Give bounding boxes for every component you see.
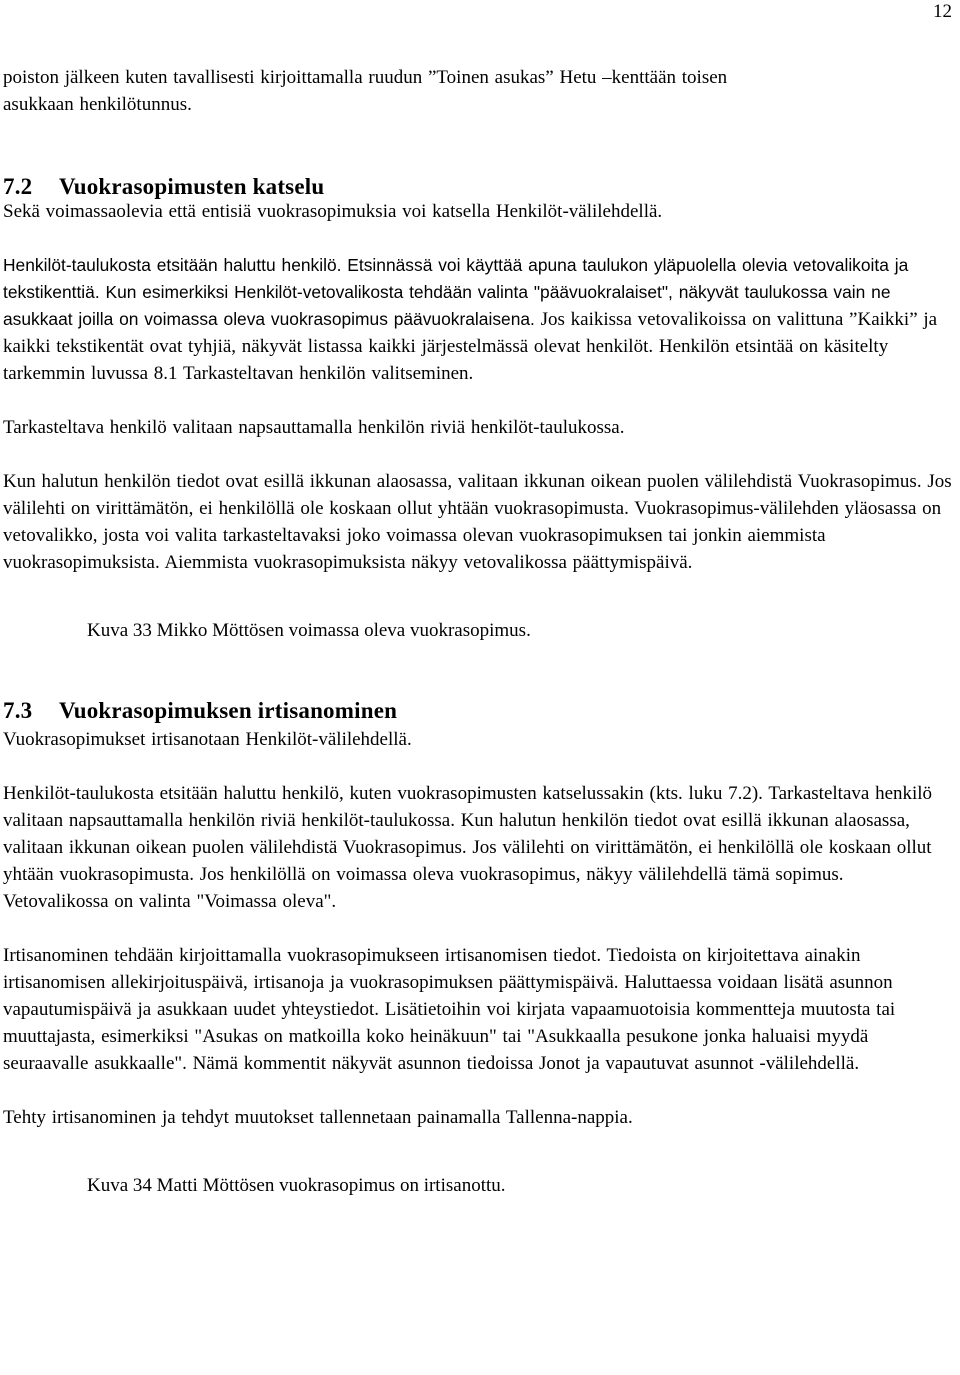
page-number: 12 [933, 1, 952, 22]
paragraph-segment: Etsinnässä voi käyttää apuna taulukon yläpuolella olevia vetovalikoita ja tekstikenttiä. Kun esimerkiksi Henkilöt-vetovalikosta tehdään valinta "päävuokralaiset", näkyvät taulukossa vain ne asukkaat joilla on voimassa oleva vuokrasopimus päävuokralaisena. [3, 255, 909, 329]
section-number: 7.2 [3, 174, 33, 199]
paragraph-segment: Henkilöt-taulukosta etsitään haluttu henkilö. [3, 255, 348, 275]
paragraph: Kun halutun henkilön tiedot ovat esillä ikkunan alaosassa, valitaan ikkunan oikean puolen välilehdistä Vuokrasopimus. Jos välilehti on virittämätön, ei henkilöllä ole koskaan ollut yhtään vuokrasopimusta. Vuokrasopimus-välilehden yläosassa on vetovalikko, josta voi valita tarkasteltavaksi joko voimassa olevan vuokrasopimuksen tai jonkin aiemmista vuokrasopimuksista. Aiemmista vuokrasopimuksista näkyy vetovalikossa päättymispäivä. [3, 471, 952, 573]
paragraph: Tarkasteltava henkilö valitaan napsauttamalla henkilön riviä henkilöt-taulukossa. [3, 417, 625, 438]
paragraph-segment: Jos kaikissa vetovalikoissa on valittuna ”Kaikki” ja kaikki tekstikentät ovat tyhjiä, näkyvät listassa kaikki järjestelmässä olevat henkilöt. Henkilön etsintää on käsitelty tarkemmin luvussa 8.1 Tarkasteltavan henkilön valitseminen. [3, 309, 938, 384]
paragraph: Irtisanominen tehdään kirjoittamalla vuokrasopimukseen irtisanomisen tiedot. Tiedoista on kirjoitettava ainakin irtisanomisen allekirjoituspäivä, irtisanoja ja vuokrasopimuksen päättymispäivä. Haluttaessa voidaan lisätä asunnon vapautumispäivä ja asukkaan uudet yhteystiedot. Lisätietoihin voi kirjata vapaamuotoisia kommentteja muutosta tai muuttajasta, esimerkiksi "Asukas on matkoilla koko heinäkuun" tai "Asukkaalla pesukone jonka haluaisi myydä seuraavalle asukkaalle". Nämä kommentit näkyvät asunnon tiedoissa Jonot ja vapautuvat asunnot -välilehdellä. [3, 945, 896, 1074]
paragraph: Tehty irtisanominen ja tehdyt muutokset tallennetaan painamalla Tallenna-nappia. [3, 1107, 633, 1128]
section-number: 7.3 [3, 698, 33, 723]
intro-line-1: poiston jälkeen kuten tavallisesti kirjoittamalla ruudun ”Toinen asukas” Hetu –kenttään toisen [3, 67, 728, 88]
spacer [3, 644, 953, 696]
paragraph: Sekä voimassaolevia että entisiä vuokrasopimuksia voi katsella Henkilöt-välilehdellä. [3, 201, 663, 222]
paragraph: Henkilöt-taulukosta etsitään haluttu henkilö, kuten vuokrasopimusten katselussakin (kts. luku 7.2). Tarkasteltava henkilö valitaan napsauttamalla henkilön riviä henkilöt-taulukossa. Kun halutun henkilön tiedot ovat esillä ikkunan alaosassa, valitaan ikkunan oikean puolen välilehdistä Vuokrasopimus. Jos välilehti on virittämätön, ei henkilöllä ole koskaan ollut yhtään vuokrasopimusta. Jos henkilöllä on voimassa oleva vuokrasopimus, näkyy välilehdellä tämä sopimus. Vetovalikossa on valinta "Voimassa oleva". [3, 783, 933, 912]
paragraph: Vuokrasopimukset irtisanotaan Henkilöt-välilehdellä. [3, 729, 412, 750]
intro-paragraph [3, 64, 953, 118]
page-content [3, 64, 953, 1199]
intro-line-2: asukkaan henkilötunnus. [3, 94, 192, 115]
figure-caption: Kuva 34 Matti Möttösen vuokrasopimus on irtisanottu. [87, 1175, 506, 1196]
section-heading-7-3 [3, 696, 953, 726]
paragraph [3, 252, 953, 387]
section-title: Vuokrasopimuksen irtisanominen [59, 698, 398, 723]
spacer [3, 118, 953, 172]
figure-caption: Kuva 33 Mikko Möttösen voimassa oleva vuokrasopimus. [87, 620, 531, 641]
section-title: Vuokrasopimusten katselu [59, 174, 325, 199]
